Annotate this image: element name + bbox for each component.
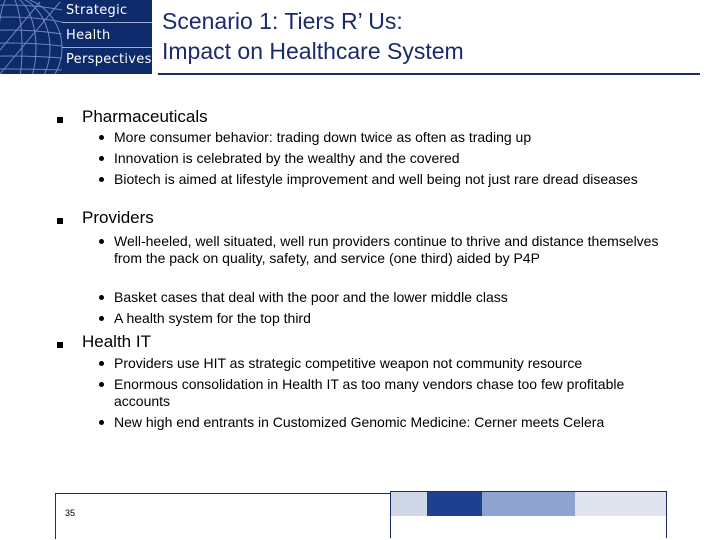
slide-title-line-1: Scenario 1: Tiers R’ Us:	[162, 8, 403, 34]
section-heading-pharmaceuticals: Pharmaceuticals	[82, 107, 208, 126]
round-bullet-icon	[99, 177, 104, 182]
section-heading-providers: Providers	[82, 208, 154, 227]
bullet-text: Innovation is celebrated by the wealthy and the covered	[114, 150, 460, 166]
logo-divider	[62, 22, 152, 23]
round-bullet-icon	[99, 156, 104, 161]
round-bullet-icon	[99, 361, 104, 366]
footer-color-bar	[390, 492, 667, 516]
company-logo	[0, 0, 152, 74]
logo-divider	[62, 47, 152, 48]
footer-bar-segment	[390, 492, 427, 516]
footer-divider	[666, 492, 667, 538]
bullet-text: More consumer behavior: trading down twice as often as trading up	[114, 129, 532, 145]
round-bullet-icon	[99, 420, 104, 425]
round-bullet-icon	[99, 135, 104, 140]
title-underline	[158, 73, 700, 75]
logo-text-strategic: Strategic	[66, 3, 128, 18]
square-bullet-icon	[57, 342, 63, 348]
square-bullet-icon	[57, 218, 63, 224]
bullet-text: Biotech is aimed at lifestyle improvement and well being not just rare dread diseases	[114, 171, 638, 187]
square-bullet-icon	[57, 117, 63, 123]
bullet-text: Well-heeled, well situated, well run providers continue to thrive and distance themselves from the pack on quality, safety, and service (one third) aided by P4P	[114, 233, 659, 266]
footer-bar-segment	[427, 492, 482, 516]
round-bullet-icon	[99, 295, 104, 300]
bullet-text: Basket cases that deal with the poor and the lower middle class	[114, 289, 508, 305]
section-heading-health-it: Health IT	[82, 332, 151, 351]
bullet-text: New high end entrants in Customized Genomic Medicine: Cerner meets Celera	[114, 414, 605, 430]
footer-frame	[55, 493, 391, 539]
slide-title-line-2: Impact on Healthcare System	[162, 38, 464, 64]
logo-text-perspectives: Perspectives	[66, 52, 152, 67]
round-bullet-icon	[99, 239, 104, 244]
footer-bar-segment	[482, 492, 575, 516]
logo-text-health: Health	[66, 28, 111, 43]
bullet-text: Enormous consolidation in Health IT as too many vendors chase too few profitable accounts	[114, 376, 625, 409]
footer-bar-segment	[575, 492, 667, 516]
slide-title	[162, 6, 702, 66]
page-number: 35	[65, 508, 76, 518]
bullet-text: Providers use HIT as strategic competitive weapon not community resource	[114, 355, 583, 371]
round-bullet-icon	[99, 316, 104, 321]
globe-icon	[0, 0, 64, 74]
round-bullet-icon	[99, 382, 104, 387]
bullet-text: A health system for the top third	[114, 310, 311, 326]
footer-divider	[390, 492, 391, 538]
